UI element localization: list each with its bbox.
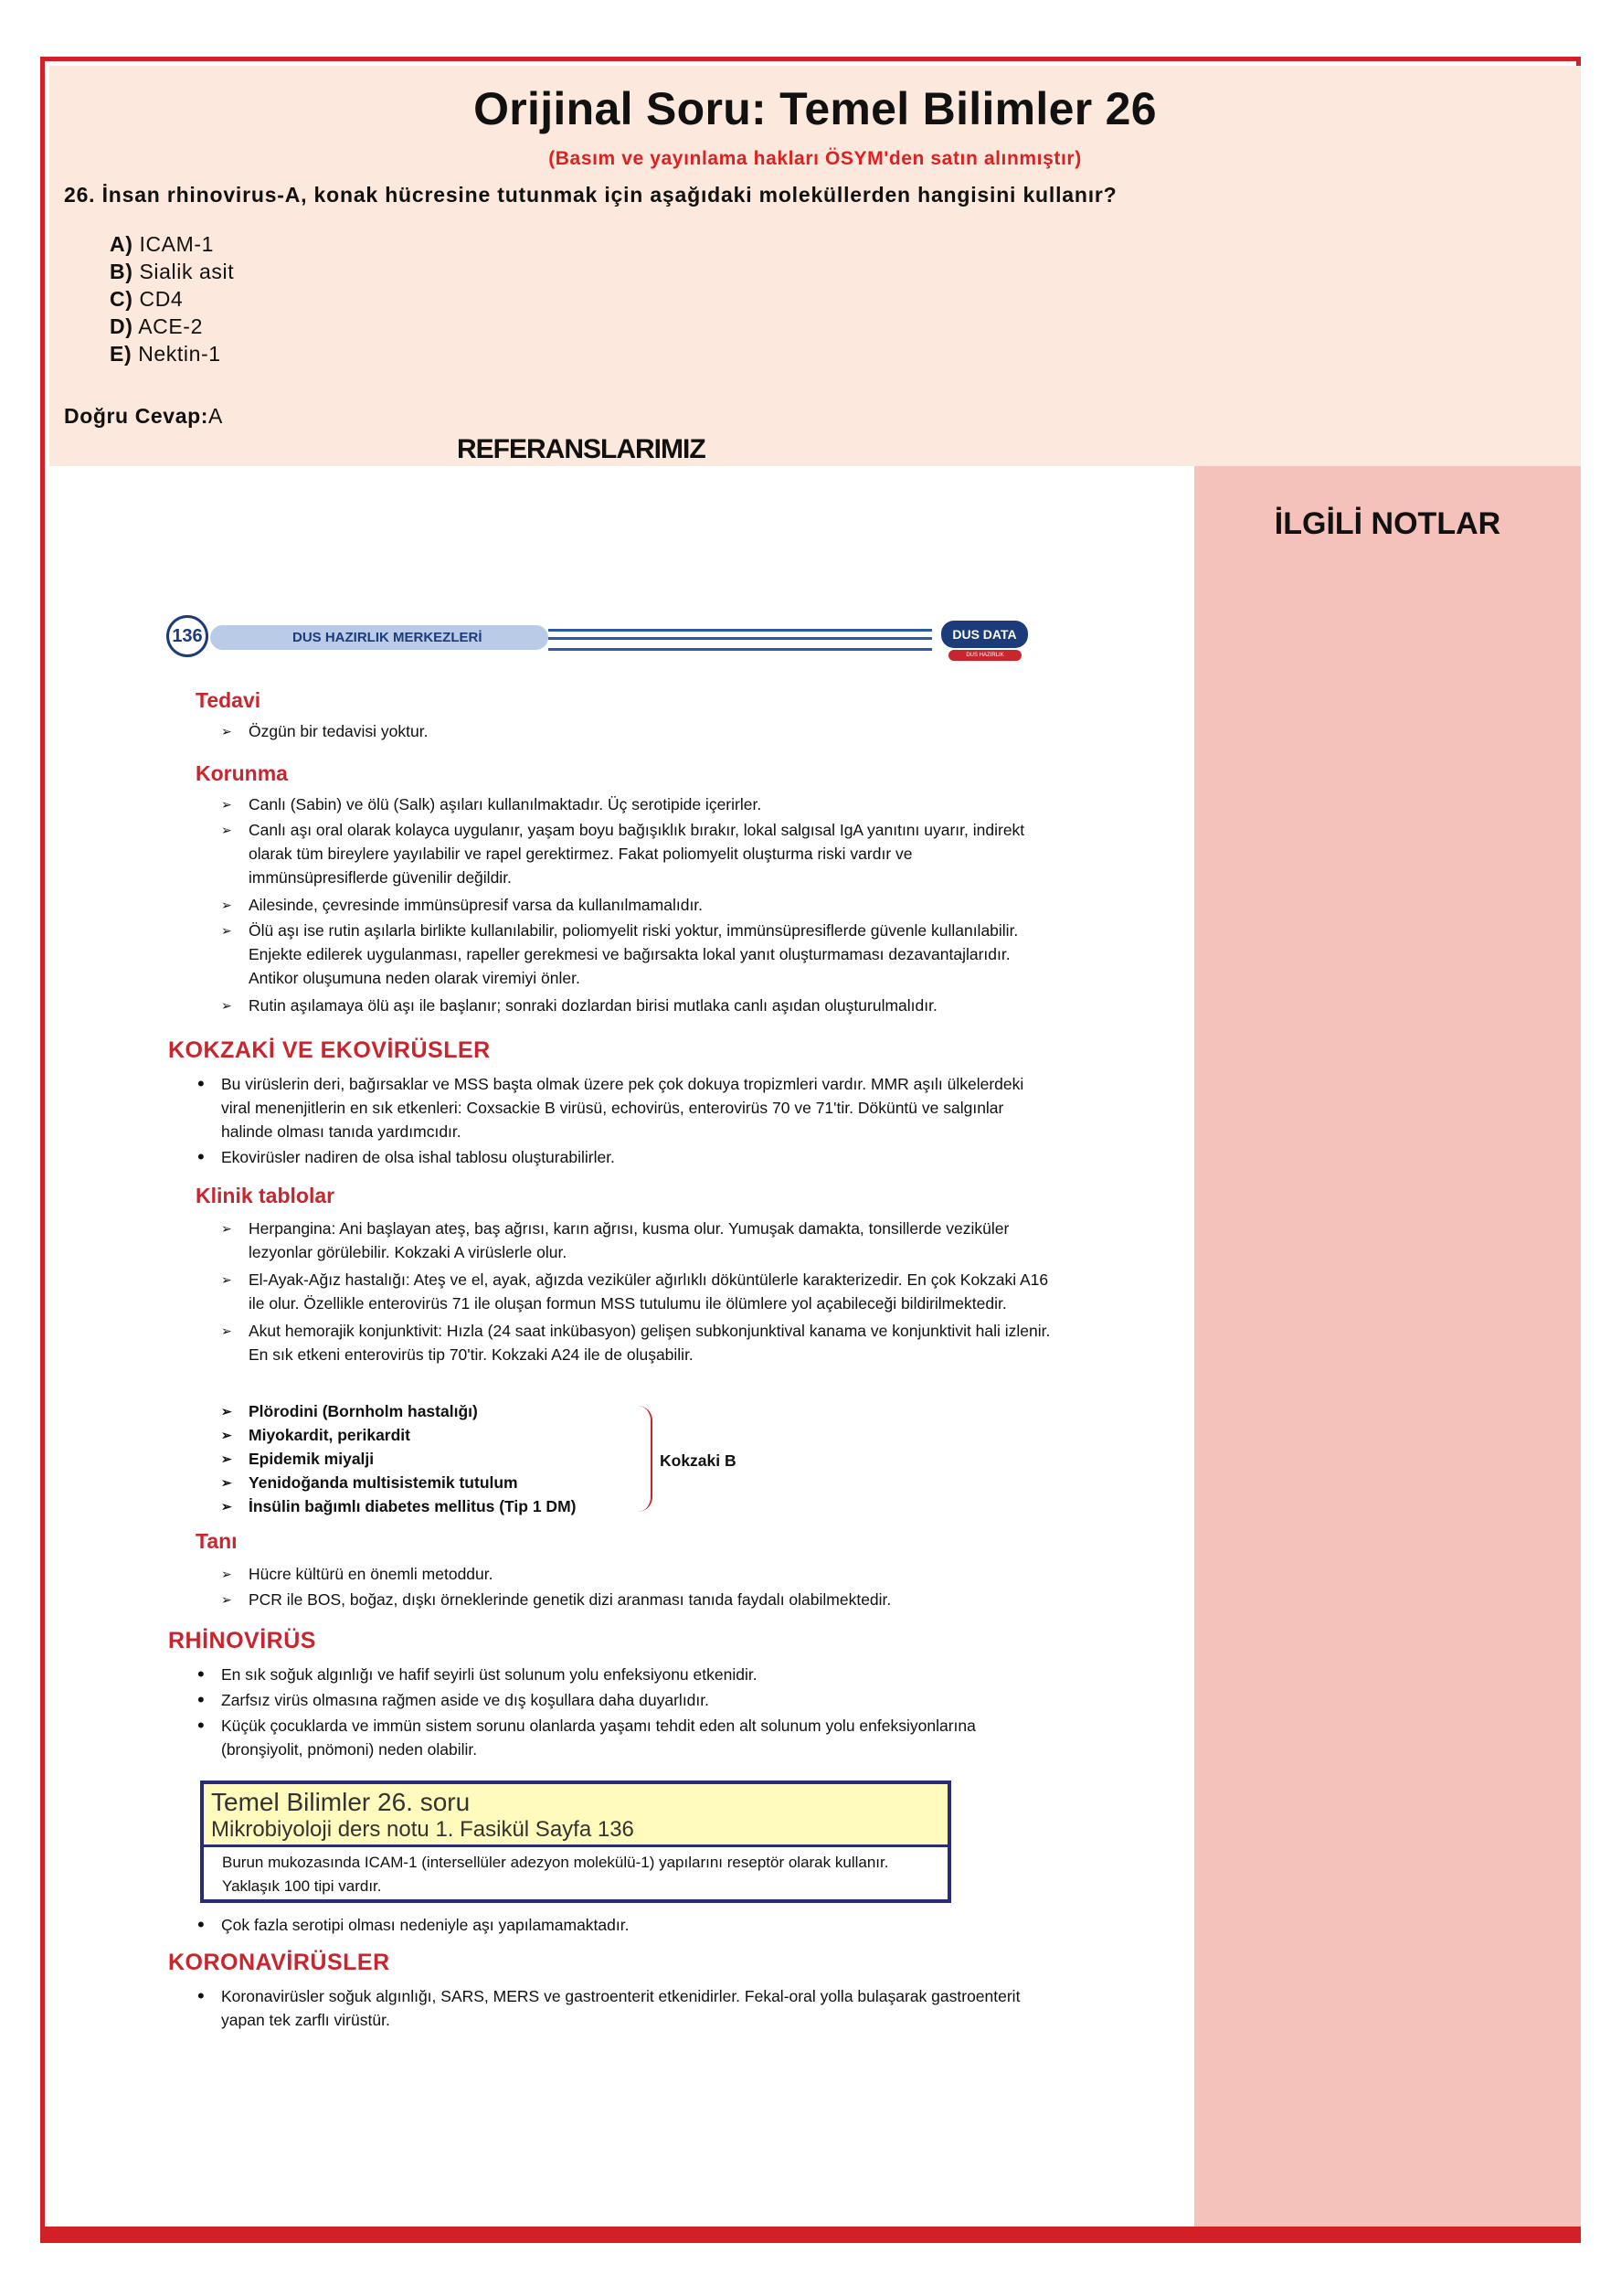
option-b: B) Sialik asit: [110, 260, 235, 283]
klinik-item: ➢ Akut hemorajik konjunktivit: Hızla (24 saat inkübasyon) gelişen subkonjunktival kanama ve konjunktivit hali izlenir. En sık etkeni enterovirüs tip 70'tir. Kokzaki A24 ile de oluşabilir.: [249, 1319, 1053, 1366]
callout-line: Yaklaşık 100 tipi vardır.: [222, 1877, 382, 1895]
rhino-item: • Zarfsız virüs olmasına rağmen aside ve dış koşullara daha duyarlıdır.: [221, 1688, 1053, 1712]
page-title: Orijinal Soru: Temel Bilimler 26: [473, 83, 1157, 134]
tedavi-item: ➢ Özgün bir tedavisi yoktur.: [249, 719, 1053, 743]
kokzaki-b-item: ➢ İnsülin bağımlı diabetes mellitus (Tip 1 DM): [249, 1494, 576, 1518]
references-title: REFERANSLARIMIZ: [457, 434, 705, 464]
kokzaki-item: • Bu virüslerin deri, bağırsaklar ve MSS başta olmak üzere pek çok dokuya tropizmleri vardır. MMR aşılı ülkelerdeki viral menenjitlerin en sık etkenleri: Coxsackie B virüsü, echovirüs, enterovirüs 70 ve 71'tir. Döküntü ve salgınlar halinde olması tanıda yardımcıdır.: [221, 1072, 1053, 1143]
callout-header: [204, 1784, 948, 1847]
korona-item: • Koronavirüsler soğuk algınlığı, SARS, MERS ve gastroenterit etkenidirler. Fekal-oral yolla bulaşarak gastroenterit yapan tek zarflı virüstür.: [221, 1984, 1053, 2032]
rhino-item: • En sık soğuk algınlığı ve hafif seyirli üst solunum yolu enfeksiyonu etkenidir.: [221, 1663, 1053, 1686]
copyright-note: (Basım ve yayınlama hakları ÖSYM'den satın alınmıştır): [548, 148, 1082, 169]
kokzaki-item: • Ekovirüsler nadiren de olsa ishal tablosu oluşturabilirler.: [221, 1145, 1053, 1169]
kokzaki-b-item: ➢ Plörodini (Bornholm hastalığı): [249, 1399, 478, 1423]
korunma-item: ➢ Ailesinde, çevresinde immünsüpresif varsa da kullanılmamalıdır.: [249, 893, 1053, 917]
option-c: C) CD4: [110, 287, 184, 311]
tani-item: ➢ Hücre kültürü en önemli metoddur.: [249, 1562, 1053, 1586]
heading-rhinovirus: RHİNOVİRÜS: [168, 1628, 316, 1653]
question-text: 26. İnsan rhinovirus-A, konak hücresine tutunmak için aşağıdaki moleküllerden hangisini kullanır?: [64, 183, 1118, 207]
rhino-item: • Küçük çocuklarda ve immün sistem sorunu olanlarda yaşamı tehdit eden alt solunum yolu enfeksiyonlarına (bronşiyolit, pnömoni) neden olabilir.: [221, 1714, 1053, 1761]
heading-klinik: Klinik tablolar: [196, 1184, 335, 1207]
callout-title: Temel Bilimler 26. soru: [211, 1788, 471, 1816]
options-list: [110, 230, 234, 367]
heading-tedavi: Tedavi: [196, 688, 261, 712]
rhino-item: • Çok fazla serotipi olması nedeniyle aşı yapılamamaktadır.: [221, 1913, 1053, 1937]
heading-korunma: Korunma: [196, 761, 288, 785]
logo-subtext: DUS HAZIRLIK MERKEZLERİ: [948, 650, 1022, 661]
korunma-item: ➢ Canlı (Sabin) ve ölü (Salk) aşıları kullanılmaktadır. Üç serotipide içerirler.: [249, 792, 1053, 816]
callout-subtitle: Mikrobiyoloji ders notu 1. Fasikül Sayfa 136: [211, 1817, 634, 1842]
option-a: A) ICAM-1: [110, 232, 215, 256]
question-panel: [49, 66, 1581, 466]
correct-answer: Doğru Cevap:A: [64, 404, 223, 428]
book-header-band: DUS HAZIRLIK MERKEZLERİ: [210, 625, 548, 650]
klinik-item: ➢ Herpangina: Ani başlayan ateş, baş ağrısı, karın ağrısı, kusma olur. Yumuşak damakta, tonsillerde veziküler lezyonlar görülebilir. Kokzaki A virüslerle olur.: [249, 1217, 1053, 1264]
kokzaki-b-item: ➢ Yenidoğanda multisistemik tutulum: [249, 1471, 518, 1494]
heading-koronavirus: KORONAVİRÜSLER: [168, 1950, 390, 1975]
dusdata-logo: [932, 615, 1033, 669]
korunma-item: ➢ Canlı aşı oral olarak kolayca uygulanır, yaşam boyu bağışıklık bırakır, lokal salgısal IgA yanıtını uyarır, indirekt olarak tüm bireylere yayılabilir ve rapel gerektirmez. Fakat poliomyelit oluşturma riski vardır ve immünsüpresiflerde güvenilir değildir.: [249, 818, 1053, 889]
heading-kokzaki: KOKZAKİ VE EKOVİRÜSLER: [168, 1037, 491, 1063]
heading-tani: Tanı: [196, 1529, 238, 1553]
klinik-item: ➢ El-Ayak-Ağız hastalığı: Ateş ve el, ayak, ağızda veziküler ağırlıklı döküntülerle karakterizedir. En çok Kokzaki A16 ile olur. Özellikle enterovirüs 71 ile oluşan formun MSS tutulumu ile ölümlere yol açabileceği bildirilmektedir.: [249, 1268, 1053, 1315]
kokzaki-b-item: ➢ Epidemik miyalji: [249, 1447, 374, 1471]
option-e: E) Nektin-1: [110, 342, 221, 366]
kokzaki-b-label: Kokzaki B: [660, 1451, 736, 1470]
notes-column: [1194, 466, 1581, 2238]
header-rule-lines: [548, 629, 932, 651]
logo-text: DUS DATA: [941, 621, 1028, 648]
option-d: D) ACE-2: [110, 314, 203, 338]
tani-item: ➢ PCR ile BOS, boğaz, dışkı örneklerinde genetik dizi aranması tanıda faydalı olabilmektedir.: [249, 1588, 1053, 1611]
bottom-border-bar: [40, 2227, 1581, 2243]
korunma-item: ➢ Ölü aşı ise rutin aşılarla birlikte kullanılabilir, poliomyelit riski yoktur, immünsüpresiflerde güvenle kullanılabilir. Enjekte edilerek uygulanması, rapeller gerekmesi ve bağırsakta lokal yanıt oluşturmaması dezavantajlarıdır. Antikor oluşumuna neden olarak viremiyi önler.: [249, 919, 1053, 990]
callout-line: Burun mukozasında ICAM-1 (intersellüler adezyon molekülü-1) yapılarını reseptör olarak kullanır.: [222, 1854, 889, 1871]
korunma-item: ➢ Rutin aşılamaya ölü aşı ile başlanır; sonraki dozlardan birisi mutlaka canlı aşıdan oluşturulmalıdır.: [249, 994, 1053, 1017]
kokzaki-b-item: ➢ Miyokardit, perikardit: [249, 1423, 410, 1447]
book-page-number: 136: [166, 615, 208, 657]
notes-title: İLGİLİ NOTLAR: [1274, 506, 1501, 541]
reference-callout: [200, 1780, 951, 1903]
bracket-shape: [630, 1406, 652, 1512]
